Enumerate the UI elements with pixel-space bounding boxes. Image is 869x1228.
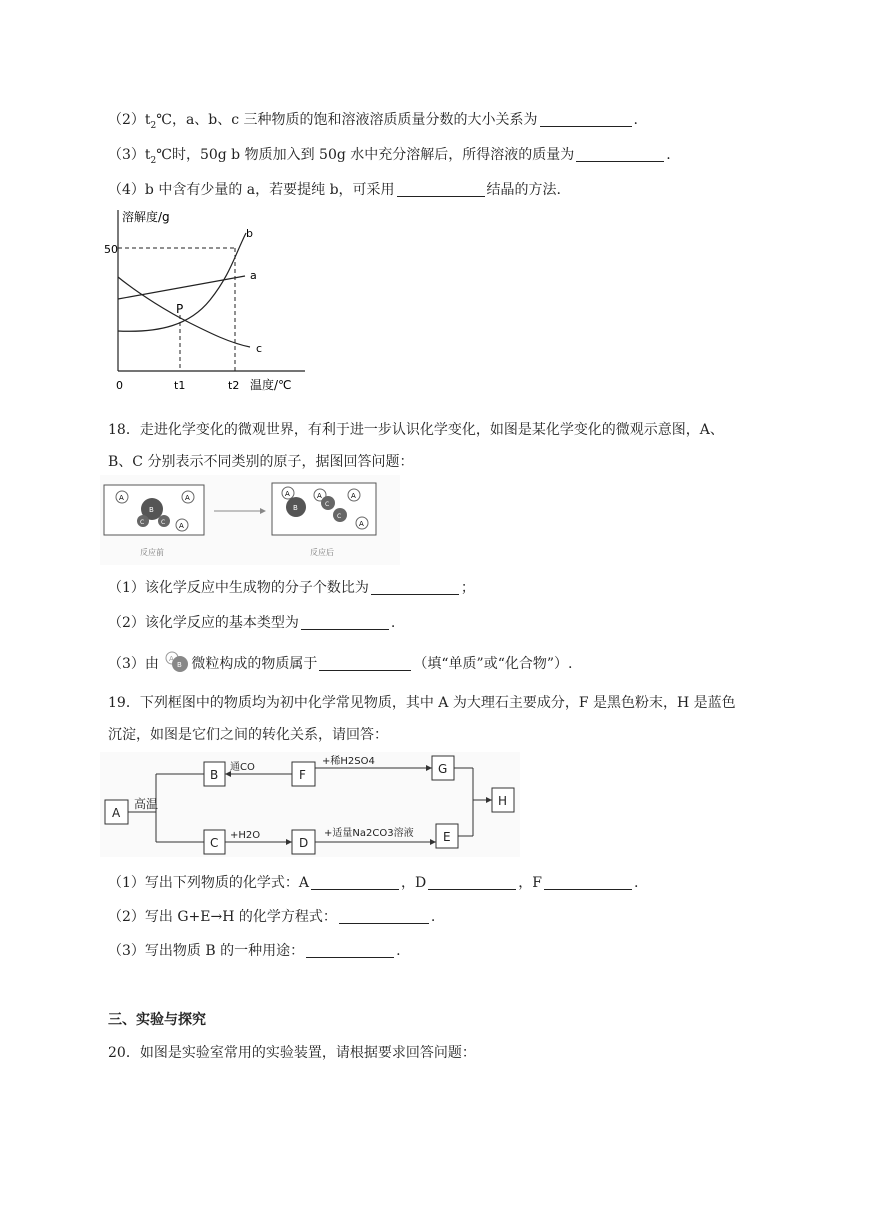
curve-b-label: b	[246, 227, 253, 240]
molecule-ab-icon	[163, 650, 191, 674]
atom-label: A	[351, 492, 356, 500]
q18-part2	[108, 613, 395, 633]
answer-blank[interactable]	[540, 111, 632, 127]
q18-p3-text2: 微粒构成的物质属于	[191, 656, 318, 672]
atom-label: B	[149, 506, 154, 514]
before-label: 反应前	[140, 548, 164, 557]
q19-p1-f: ，F	[518, 875, 542, 891]
q19-p3-text: （3）写出物质 B 的一种用途：	[108, 943, 305, 959]
q18-p3-text: （3）由	[108, 656, 159, 672]
answer-blank[interactable]	[576, 146, 664, 162]
section-heading: 三、实验与探究	[108, 1012, 206, 1028]
q17-p3-text2: ℃时，50g b 物质加入到 50g 水中充分溶解后，所得溶液的质量为	[156, 147, 575, 163]
y-tick-50: 50	[104, 243, 118, 256]
answer-blank[interactable]	[306, 942, 394, 958]
q19-p1-d: ，D	[401, 875, 427, 891]
q19-part2	[108, 907, 435, 927]
conversion-flowchart	[100, 752, 520, 857]
atom-label: A	[179, 522, 184, 530]
answer-blank[interactable]	[339, 908, 429, 924]
q19-part3	[108, 941, 401, 961]
answer-blank-f[interactable]	[544, 874, 632, 890]
cond-h2o: +H2O	[230, 830, 261, 841]
period: .	[633, 875, 639, 891]
curve-a-label: a	[250, 269, 257, 282]
cond-na2co3: +适量Na2CO3溶液	[324, 828, 414, 839]
point-p-label: P	[176, 302, 184, 316]
semicolon: ；	[460, 580, 475, 596]
box-c-label: C	[210, 836, 219, 850]
q17-part4	[108, 180, 561, 200]
period: .	[633, 112, 638, 128]
q17-p2-text2: ℃，a、b、c 三种物质的饱和溶液溶质质量分数的大小关系为	[156, 112, 538, 128]
atom-label: A	[169, 655, 175, 663]
q17-p4-text: （4）b 中含有少量的 a，若要提纯 b，可采用	[108, 182, 395, 198]
x-axis-label: 温度/℃	[250, 378, 292, 392]
q19-part1	[108, 873, 638, 893]
atom-label: A	[317, 492, 322, 500]
q19-intro-line1: 19．下列框图中的物质均为初中化学常见物质，其中 A 为大理石主要成分，F 是黑色粉末，H 是蓝色	[108, 695, 736, 711]
subscript: 2	[150, 120, 157, 131]
t1-label: t1	[174, 379, 186, 392]
atom-label: C	[161, 519, 166, 526]
q18-p3-end: （填“单质”或“化合物”）.	[413, 656, 573, 672]
atom-label: A	[285, 490, 290, 498]
q18-intro-line1: 18．走进化学变化的微观世界，有利于进一步认识化学变化，如图是某化学变化的微观示意图，A、	[108, 422, 724, 438]
y-axis-label: 溶解度/g	[122, 210, 170, 224]
answer-blank-a[interactable]	[311, 874, 399, 890]
cond-co: 通CO	[230, 762, 255, 773]
answer-blank-d[interactable]	[428, 874, 516, 890]
answer-blank[interactable]	[397, 181, 485, 197]
subscript: 2	[150, 155, 157, 166]
q18-p2-text: （2）该化学反应的基本类型为	[108, 615, 299, 631]
q17-part3	[108, 145, 671, 171]
micro-reaction-diagram	[100, 475, 400, 565]
q19-p2-text: （2）写出 G+E→H 的化学方程式：	[108, 909, 337, 925]
period: .	[396, 943, 401, 959]
q17-p3-text: （3）t	[108, 147, 151, 163]
box-g-label: G	[438, 762, 448, 776]
q17-p4-text2: 结晶的方法.	[486, 182, 561, 198]
atom-label: A	[119, 494, 124, 502]
atom-label: B	[293, 504, 298, 512]
box-b-label: B	[210, 768, 219, 782]
cond-gaowen: 高温	[134, 797, 159, 811]
q17-part2	[108, 110, 638, 136]
t2-label: t2	[228, 379, 240, 392]
atom-label: B	[177, 661, 183, 669]
atom-label: A	[185, 494, 190, 502]
box-f-label: F	[299, 768, 306, 782]
after-label: 反应后	[310, 548, 334, 557]
q19-p1-text: （1）写出下列物质的化学式：A	[108, 875, 310, 891]
q18-part3	[108, 650, 572, 674]
box-e-label: E	[443, 830, 451, 844]
solubility-graph	[100, 205, 310, 395]
cond-h2so4: +稀H2SO4	[322, 756, 375, 767]
answer-blank[interactable]	[319, 655, 411, 671]
period: .	[390, 615, 396, 631]
atom-label: C	[140, 519, 145, 526]
q19-intro-line2: 沉淀，如图是它们之间的转化关系，请回答：	[108, 727, 388, 743]
period: .	[430, 909, 436, 925]
answer-blank[interactable]	[371, 579, 459, 595]
q20-text: 20．如图是实验室常用的实验装置，请根据要求回答问题：	[108, 1045, 476, 1061]
period: .	[666, 147, 671, 163]
q18-part1	[108, 578, 475, 598]
box-a-label: A	[112, 806, 121, 820]
curve-c-label: c	[256, 342, 263, 355]
q18-p1-text: （1）该化学反应中生成物的分子个数比为	[108, 580, 369, 596]
box-h-label: H	[498, 794, 508, 808]
origin-label: 0	[116, 379, 123, 392]
atom-label: A	[359, 520, 364, 528]
q17-p2-text: （2）t	[108, 112, 151, 128]
atom-label: C	[325, 501, 330, 508]
answer-blank[interactable]	[301, 614, 389, 630]
box-d-label: D	[299, 836, 309, 850]
q18-intro-line2: B、C 分别表示不同类别的原子，据图回答问题：	[108, 454, 414, 470]
atom-label: C	[337, 513, 342, 520]
